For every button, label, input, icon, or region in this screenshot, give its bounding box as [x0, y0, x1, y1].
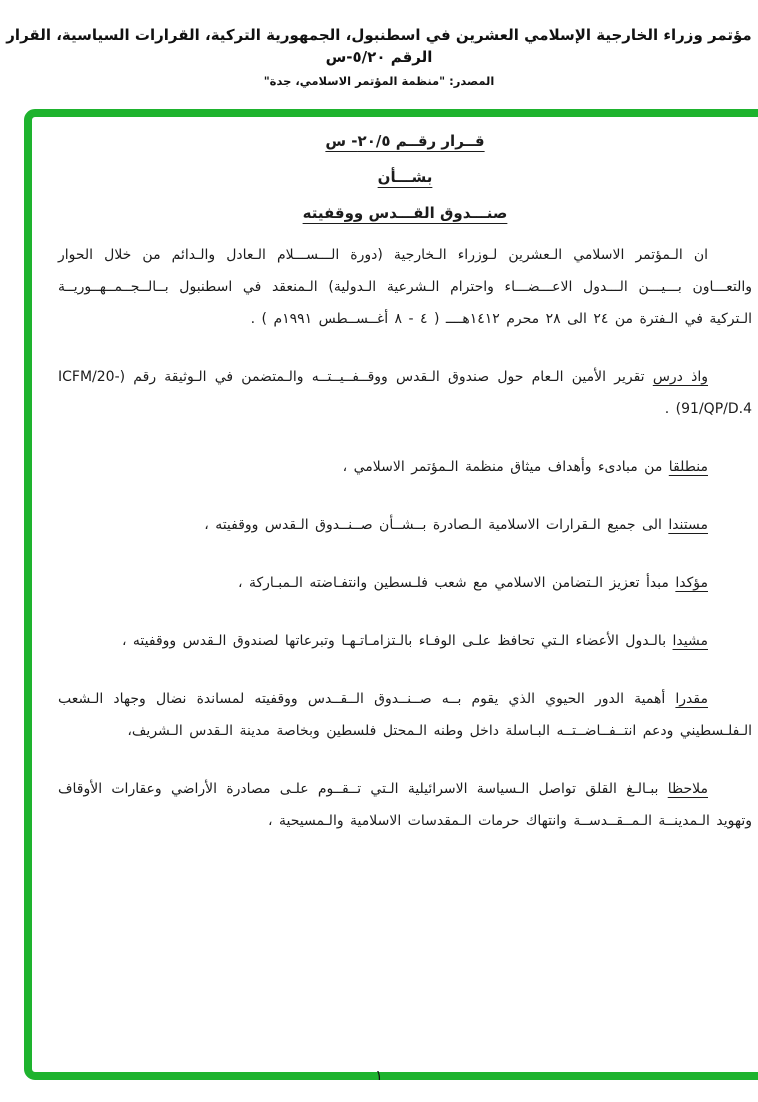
paragraph-having-studied: [58, 361, 752, 425]
paragraph-text: تقرير الأمين الـعام حول صندوق الـقدس ووقــفــيــتــه والـمتضمن في الـوثيقة رقم (ICFM/20-91/QP/D.4) .: [58, 369, 752, 417]
scanned-document-page: [0, 24, 758, 1102]
lead-word: واذ درس: [652, 369, 709, 385]
paragraph-commending: [58, 625, 752, 657]
source-line: المصدر: "منظمة المؤتمر الاسلامي، جدة": [263, 74, 495, 88]
resolution-subject-line: صنـــدوق القـــدس ووقفيته: [302, 204, 508, 222]
conference-title-line: مؤتمر وزراء الخارجية الإسلامي العشرين في اسطنبول، الجمهورية التركية، القرارات السياسية، القرار الرقم ٥/٢٠-س: [6, 26, 752, 66]
paragraph-noting-with-concern: [58, 773, 752, 837]
resolution-number-line: قــرار رقــم ٢٠/٥- س: [325, 132, 485, 150]
paragraph-affirming: [58, 567, 752, 599]
resolution-concerning-line: بشـــأن: [377, 168, 433, 186]
resolution-body: [58, 239, 752, 837]
paragraph-opening: [58, 239, 752, 335]
lead-word: مقدرا: [675, 691, 708, 707]
paragraph-text: ان الـمؤتمر الاسلامي الـعشرين لـوزراء الـخارجية (دورة الـــســـلام الـعادل والـدائم من خلال الحوار والتعـــاون بـــيـــن الـــدول الاعـــضـــاء واحترام الـشرعية الـدولية) الـمنعقد في اسطنبول بــالــجــمــهــوريــة الـتركية في الـفترة من ٢٤ الى ٢٨ محرم ١٤١٢هــــ ( ٤ - ٨ أغــســطس ١٩٩١م ) .: [58, 247, 752, 327]
paragraph-proceeding-from: [58, 451, 752, 483]
paragraph-text: مبدأ تعزيز الـتضامن الاسلامي مع شعب فلـسطين وانتفـاضته الـمبـاركة ،: [238, 575, 676, 591]
paragraph-text: الى جميع الـقرارات الاسلامية الـصادرة بــشــأن صــنــدوق الـقدس ووقفيته ،: [204, 517, 669, 533]
page-number: ١: [375, 1068, 383, 1084]
page-header: [0, 24, 758, 88]
lead-word: منطلقا: [668, 459, 708, 475]
paragraph-text: أهمية الدور الحيوي الذي يقوم بــه صــنــدوق الــقــدس ووقفيته لمساندة نضال وجهاد الـشعب الـفلـسطيني ودعم انتــفــاضــتــه البـاسلة داخل وطنه الـمحتل فلسطين وبخاصة مدينة الـقدس الـشريف،: [58, 691, 752, 739]
lead-word: مشيدا: [672, 633, 708, 649]
paragraph-appreciating: [58, 683, 752, 747]
lead-word: مستندا: [668, 517, 708, 533]
resolution-title: [58, 131, 752, 224]
lead-word: مؤكدا: [675, 575, 708, 591]
paragraph-text: ببـالـغ القلق تواصل الـسياسة الاسرائيلية الـتي تــقــوم علـى مصادرة الأراضي وعقارات الأوقاف وتهويد الـمدينــة الـمــقــدســة وانتهاك حرمات الـمقدسات الاسلامية والـمسيحية ،: [58, 781, 752, 829]
paragraph-text: من مبادىء وأهداف ميثاق منظمة الـمؤتمر الاسلامي ،: [342, 459, 669, 475]
lead-word: ملاحظا: [667, 781, 708, 797]
resolution-green-border-box: [24, 109, 758, 1080]
paragraph-relying-on: [58, 509, 752, 541]
paragraph-text: بالـدول الأعضاء الـتي تحافظ علـى الوفـاء بالـتزامـاتـهـا وتبرعاتها لصندوق الـقدس ووقفيته ،: [121, 633, 673, 649]
